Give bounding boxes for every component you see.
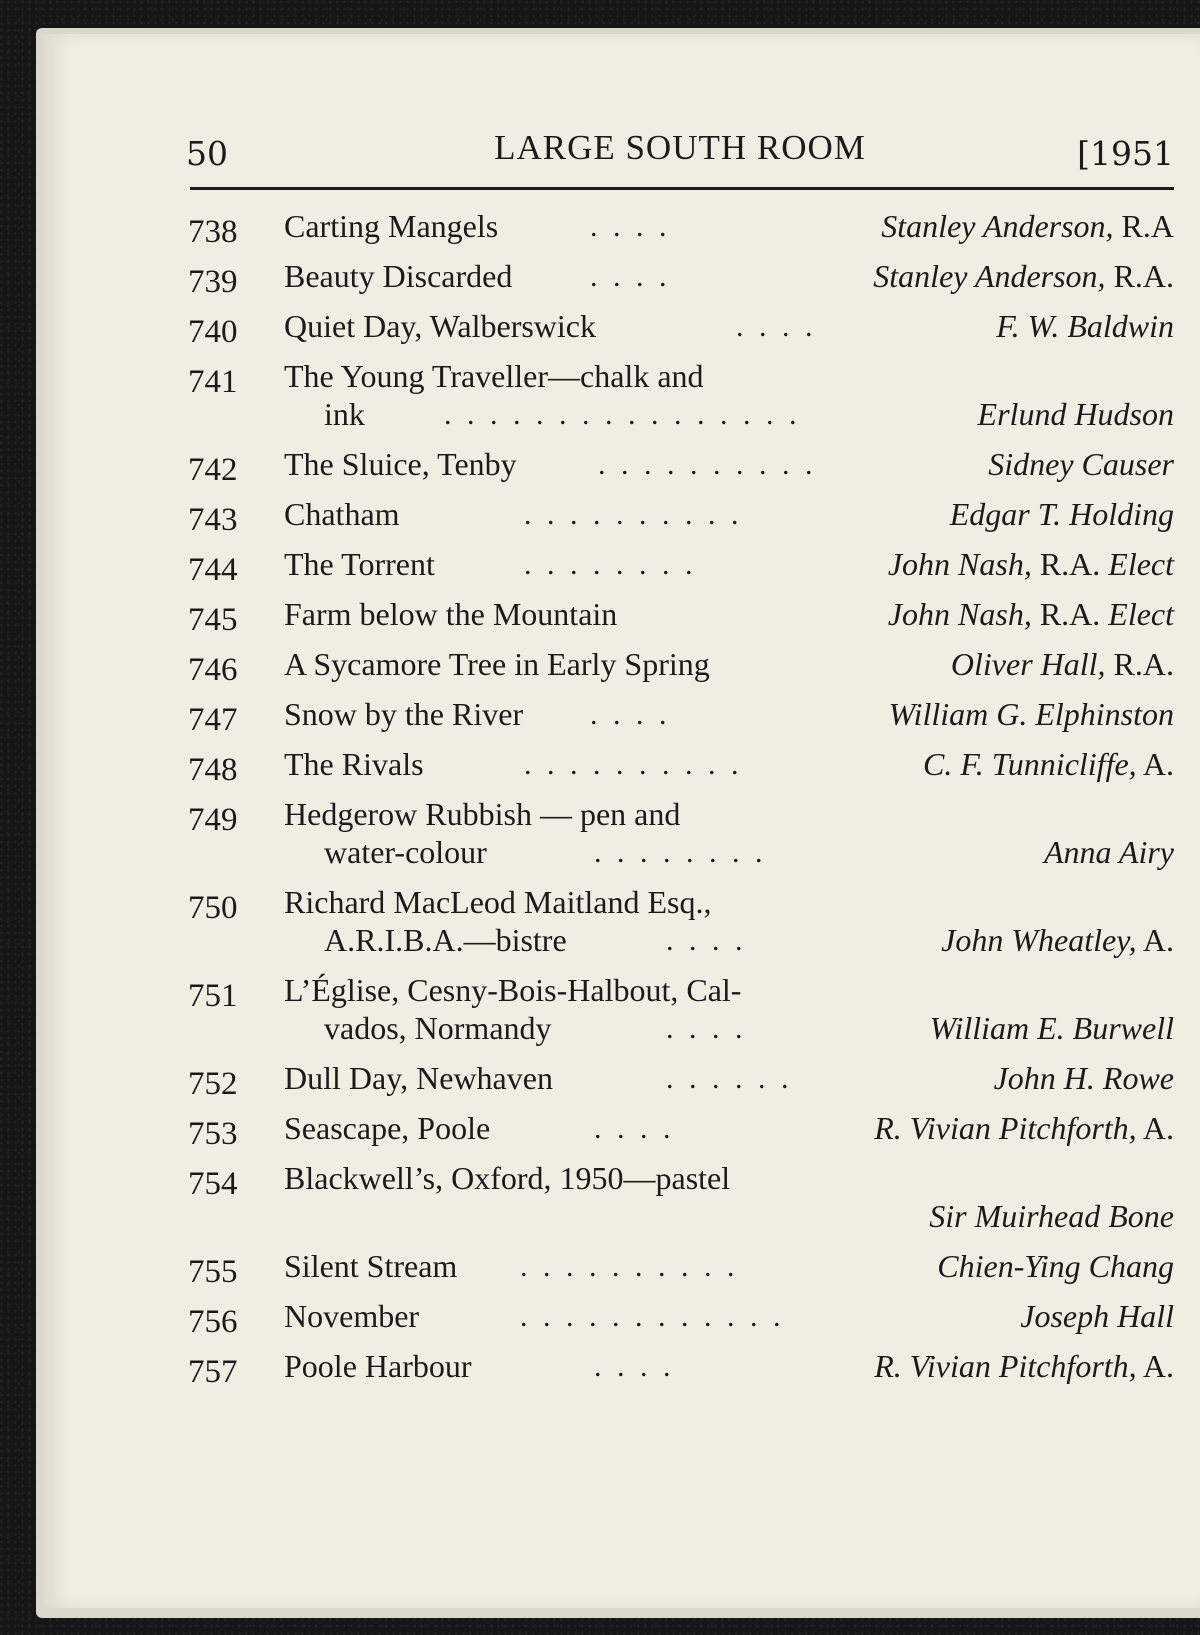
entry-number: 754 — [188, 1166, 238, 1202]
list-item — [188, 884, 1174, 972]
entry-title: Beauty Discarded — [284, 258, 513, 294]
entry-title-continued: vados, Normandy — [324, 1010, 552, 1046]
entry-number: 751 — [188, 978, 238, 1014]
entry-number: 755 — [188, 1254, 238, 1290]
entry-number: 738 — [188, 214, 238, 250]
entry-artist — [996, 308, 1174, 345]
artist-tail: Elect — [1108, 546, 1174, 582]
artist-suffix: R.A. — [1113, 646, 1174, 682]
list-item — [188, 358, 1174, 446]
artist-suffix: R.A. — [1039, 546, 1101, 582]
entry-title: Richard MacLeod Maitland Esq., — [284, 884, 712, 920]
leader-dots: . . . . . . . . — [594, 836, 767, 869]
header-rule — [190, 187, 1174, 190]
entry-title: A Sycamore Tree in Early Spring — [284, 646, 710, 682]
entry-artist — [1044, 834, 1174, 871]
artist-name: Stanley Anderson, — [881, 208, 1114, 244]
entry-number: 752 — [188, 1066, 238, 1102]
entry-artist — [929, 1198, 1174, 1235]
leader-dots: . . . . — [666, 1012, 747, 1045]
entry-number: 747 — [188, 702, 238, 738]
entry-title: Chatham — [284, 496, 400, 532]
entry-artist — [930, 1010, 1174, 1047]
entry-title: Seascape, Poole — [284, 1110, 491, 1146]
entry-title: Poole Harbour — [284, 1348, 472, 1384]
entry-artist — [888, 596, 1174, 633]
list-item — [188, 1110, 1174, 1160]
entry-artist — [889, 696, 1174, 733]
entry-artist — [937, 1248, 1174, 1285]
entry-title: The Torrent — [284, 546, 435, 582]
artist-name: Joseph Hall — [1020, 1298, 1174, 1334]
list-item — [188, 1248, 1174, 1298]
entry-title: L’Église, Cesny-Bois-Halbout, Cal- — [284, 972, 742, 1008]
artist-suffix: A. — [1142, 1348, 1174, 1384]
leader-dots: . . . . . . — [666, 1062, 793, 1095]
entry-number: 739 — [188, 264, 238, 300]
leader-dots: . . . . . . . . — [524, 548, 697, 581]
list-item — [188, 546, 1174, 596]
entry-artist — [923, 746, 1174, 783]
entry-title: The Young Traveller—chalk and — [284, 358, 704, 394]
entry-title-continued: A.R.I.B.A.—bistre — [324, 922, 567, 958]
artist-name: Anna Airy — [1043, 834, 1174, 870]
leader-dots: . . . . . . . . . . — [520, 1250, 739, 1283]
leader-dots: . . . . — [594, 1112, 675, 1145]
entry-title: Quiet Day, Walberswick — [284, 308, 596, 344]
list-item — [188, 746, 1174, 796]
entry-title: Hedgerow Rubbish — pen and — [284, 796, 681, 832]
catalogue-list — [188, 208, 1174, 1398]
entry-artist — [950, 496, 1174, 533]
entry-title: Blackwell’s, Oxford, 1950—pastel — [284, 1160, 731, 1196]
list-item — [188, 1348, 1174, 1398]
page-title: LARGE SOUTH ROOM — [494, 128, 866, 167]
list-item — [188, 1298, 1174, 1348]
entry-title: The Sluice, Tenby — [284, 446, 517, 482]
artist-name: John H. Rowe — [993, 1060, 1174, 1096]
entry-number: 748 — [188, 752, 238, 788]
page-header — [186, 128, 1174, 178]
artist-name: William E. Burwell — [929, 1010, 1174, 1046]
artist-name: R. Vivian Pitchforth, — [874, 1110, 1137, 1146]
entry-artist — [978, 396, 1174, 433]
entry-artist — [874, 1110, 1174, 1147]
leader-dots: . . . . . . . . . . — [524, 498, 743, 531]
list-item — [188, 308, 1174, 358]
entry-artist — [1020, 1298, 1174, 1335]
list-item — [188, 446, 1174, 496]
artist-name: William G. Elphinston — [888, 696, 1174, 732]
entry-artist — [873, 258, 1174, 295]
list-item — [188, 972, 1174, 1060]
entry-number: 753 — [188, 1116, 238, 1152]
list-item — [188, 796, 1174, 884]
leader-dots: . . . . — [590, 698, 671, 731]
artist-name: R. Vivian Pitchforth, — [874, 1348, 1137, 1384]
entry-artist — [881, 208, 1174, 245]
artist-name: Sidney Causer — [988, 446, 1174, 482]
entry-artist — [988, 446, 1174, 483]
entry-number: 741 — [188, 364, 238, 400]
entry-title: Snow by the River — [284, 696, 524, 732]
artist-name: Oliver Hall, — [950, 646, 1106, 682]
list-item — [188, 646, 1174, 696]
leader-dots: . . . . . . . . . . . . — [520, 1300, 785, 1333]
artist-suffix: A. — [1142, 746, 1174, 782]
list-item — [188, 208, 1174, 258]
entry-artist — [951, 646, 1174, 683]
entry-title: Farm below the Mountain — [284, 596, 618, 632]
page-year: [1951 — [1077, 134, 1174, 173]
list-item — [188, 258, 1174, 308]
artist-name: F. W. Baldwin — [996, 308, 1174, 344]
entry-title: The Rivals — [284, 746, 424, 782]
entry-number: 757 — [188, 1354, 238, 1390]
entry-title: Silent Stream — [284, 1248, 458, 1284]
artist-suffix: A. — [1142, 1110, 1174, 1146]
list-item — [188, 596, 1174, 646]
artist-name: John Nash, — [887, 546, 1032, 582]
entry-title: Carting Mangels — [284, 208, 499, 244]
leader-dots: . . . . — [594, 1350, 675, 1383]
entry-artist — [874, 1348, 1174, 1385]
entry-title: Dull Day, Newhaven — [284, 1060, 553, 1096]
list-item — [188, 1160, 1174, 1248]
artist-name: John Nash, — [887, 596, 1032, 632]
leader-dots: . . . . . . . . . . . . . . . . — [444, 398, 801, 431]
artist-suffix: R.A. — [1039, 596, 1101, 632]
artist-name: Edgar T. Holding — [949, 496, 1174, 532]
entry-number: 745 — [188, 602, 238, 638]
artist-name: C. F. Tunnicliffe, — [923, 746, 1137, 782]
entry-number: 743 — [188, 502, 238, 538]
entry-title: November — [284, 1298, 420, 1334]
artist-suffix: A. — [1142, 922, 1174, 958]
artist-name: Erlund Hudson — [977, 396, 1174, 432]
leader-dots: . . . . — [590, 210, 671, 243]
list-item — [188, 496, 1174, 546]
artist-suffix: R.A — [1121, 208, 1174, 244]
artist-name: Stanley Anderson, — [873, 258, 1106, 294]
entry-number: 746 — [188, 652, 238, 688]
artist-name: Chien-Ying Chang — [937, 1248, 1174, 1284]
entry-number: 742 — [188, 452, 238, 488]
entry-number: 756 — [188, 1304, 238, 1340]
page-number: 50 — [186, 134, 228, 173]
leader-dots: . . . . — [736, 310, 817, 343]
artist-suffix: R.A. — [1113, 258, 1174, 294]
entry-title-continued: ink — [324, 396, 365, 432]
entry-artist — [994, 1060, 1174, 1097]
leader-dots: . . . . — [666, 924, 747, 957]
entry-number: 740 — [188, 314, 238, 350]
entry-artist — [888, 546, 1174, 583]
entry-number: 749 — [188, 802, 238, 838]
list-item — [188, 1060, 1174, 1110]
leader-dots: . . . . — [590, 260, 671, 293]
entry-number: 744 — [188, 552, 238, 588]
artist-tail: Elect — [1108, 596, 1174, 632]
entry-title-continued: water-colour — [324, 834, 487, 870]
list-item — [188, 696, 1174, 746]
entry-artist — [941, 922, 1174, 959]
artist-name: John Wheatley, — [941, 922, 1137, 958]
leader-dots: . . . . . . . . . . — [524, 748, 743, 781]
leader-dots: . . . . . . . . . . — [598, 448, 817, 481]
artist-name: Sir Muirhead Bone — [929, 1198, 1174, 1234]
entry-number: 750 — [188, 890, 238, 926]
